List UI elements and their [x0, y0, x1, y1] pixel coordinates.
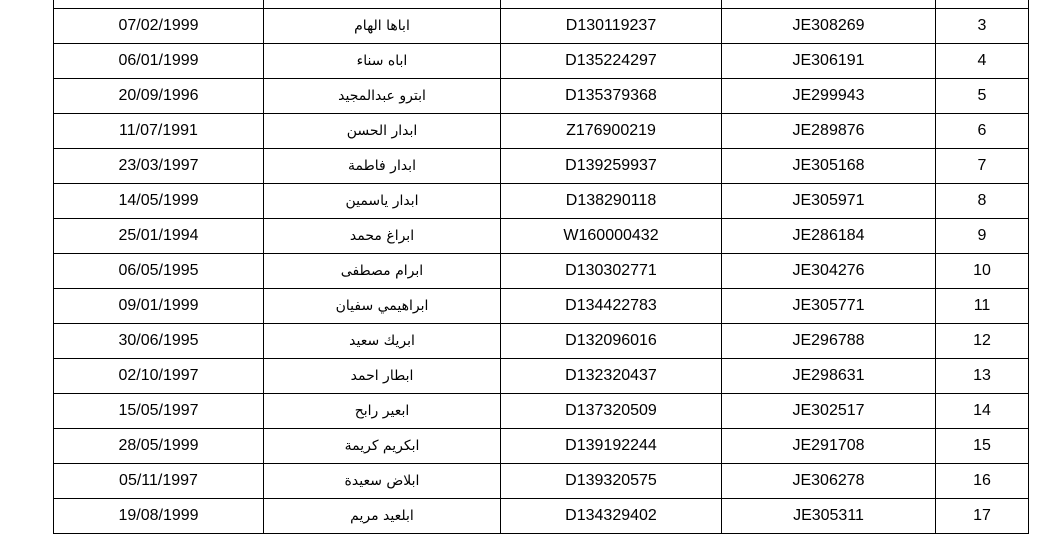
- row-number-cell: 14: [936, 394, 1029, 429]
- table-row: [54, 464, 1029, 499]
- table-row: [54, 254, 1029, 289]
- table-row: [54, 0, 1029, 9]
- registration-code-cell: JE305971: [722, 184, 936, 219]
- cin-cell: D139192244: [501, 429, 722, 464]
- birth-date-cell: 25/01/1994: [54, 219, 264, 254]
- row-number-cell: 6: [936, 114, 1029, 149]
- full-name-cell: [264, 0, 501, 9]
- cin-cell: W160000432: [501, 219, 722, 254]
- birth-date-cell: 06/01/1999: [54, 44, 264, 79]
- registration-code-cell: JE305168: [722, 149, 936, 184]
- birth-date-cell: 14/05/1999: [54, 184, 264, 219]
- birth-date-cell: 05/11/1997: [54, 464, 264, 499]
- birth-date-cell: [54, 0, 264, 9]
- cin-cell: D134422783: [501, 289, 722, 324]
- cin-cell: D130302771: [501, 254, 722, 289]
- row-number-cell: 3: [936, 9, 1029, 44]
- table-row: [54, 359, 1029, 394]
- row-number-cell: 8: [936, 184, 1029, 219]
- full-name-cell: ابريك سعيد: [264, 324, 501, 359]
- table-row: [54, 149, 1029, 184]
- registration-code-cell: JE302517: [722, 394, 936, 429]
- cin-cell: [501, 0, 722, 9]
- birth-date-cell: 07/02/1999: [54, 9, 264, 44]
- birth-date-cell: 11/07/1991: [54, 114, 264, 149]
- candidates-table-wrapper: [53, 0, 1028, 534]
- table-row: [54, 184, 1029, 219]
- table-row: [54, 429, 1029, 464]
- full-name-cell: ابدار فاطمة: [264, 149, 501, 184]
- row-number-cell: 4: [936, 44, 1029, 79]
- table-row: [54, 324, 1029, 359]
- registration-code-cell: JE306191: [722, 44, 936, 79]
- registration-code-cell: JE299943: [722, 79, 936, 114]
- birth-date-cell: 30/06/1995: [54, 324, 264, 359]
- table-row: [54, 44, 1029, 79]
- full-name-cell: ابلاض سعيدة: [264, 464, 501, 499]
- table-row: [54, 9, 1029, 44]
- cin-cell: D135224297: [501, 44, 722, 79]
- row-number-cell: 13: [936, 359, 1029, 394]
- registration-code-cell: JE289876: [722, 114, 936, 149]
- row-number-cell: 10: [936, 254, 1029, 289]
- birth-date-cell: 06/05/1995: [54, 254, 264, 289]
- full-name-cell: ابرام مصطفى: [264, 254, 501, 289]
- registration-code-cell: JE306278: [722, 464, 936, 499]
- cin-cell: D138290118: [501, 184, 722, 219]
- cin-cell: Z176900219: [501, 114, 722, 149]
- full-name-cell: ابراهيمي سفيان: [264, 289, 501, 324]
- table-row: [54, 289, 1029, 324]
- birth-date-cell: 23/03/1997: [54, 149, 264, 184]
- cin-cell: D130119237: [501, 9, 722, 44]
- row-number-cell: 11: [936, 289, 1029, 324]
- birth-date-cell: 19/08/1999: [54, 499, 264, 534]
- full-name-cell: ابكريم كريمة: [264, 429, 501, 464]
- full-name-cell: ابراغ محمد: [264, 219, 501, 254]
- row-number-cell: 17: [936, 499, 1029, 534]
- full-name-cell: ابلعيد مريم: [264, 499, 501, 534]
- row-number-cell: 5: [936, 79, 1029, 114]
- registration-code-cell: [722, 0, 936, 9]
- row-number-cell: 15: [936, 429, 1029, 464]
- cin-cell: D132096016: [501, 324, 722, 359]
- registration-code-cell: JE305311: [722, 499, 936, 534]
- registration-code-cell: JE304276: [722, 254, 936, 289]
- row-number-cell: [936, 0, 1029, 9]
- cin-cell: D134329402: [501, 499, 722, 534]
- full-name-cell: ابدار الحسن: [264, 114, 501, 149]
- table-row: [54, 114, 1029, 149]
- table-row: [54, 79, 1029, 114]
- row-number-cell: 16: [936, 464, 1029, 499]
- registration-code-cell: JE296788: [722, 324, 936, 359]
- cin-cell: D135379368: [501, 79, 722, 114]
- cin-cell: D137320509: [501, 394, 722, 429]
- table-row: [54, 499, 1029, 534]
- registration-code-cell: JE308269: [722, 9, 936, 44]
- cin-cell: D132320437: [501, 359, 722, 394]
- table-row: [54, 219, 1029, 254]
- full-name-cell: ابطار احمد: [264, 359, 501, 394]
- birth-date-cell: 20/09/1996: [54, 79, 264, 114]
- registration-code-cell: JE291708: [722, 429, 936, 464]
- row-number-cell: 12: [936, 324, 1029, 359]
- birth-date-cell: 09/01/1999: [54, 289, 264, 324]
- cin-cell: D139259937: [501, 149, 722, 184]
- table-body: [54, 0, 1029, 534]
- row-number-cell: 9: [936, 219, 1029, 254]
- full-name-cell: ابعير رابح: [264, 394, 501, 429]
- candidates-table: [53, 0, 1029, 534]
- birth-date-cell: 15/05/1997: [54, 394, 264, 429]
- registration-code-cell: JE305771: [722, 289, 936, 324]
- registration-code-cell: JE298631: [722, 359, 936, 394]
- birth-date-cell: 28/05/1999: [54, 429, 264, 464]
- table-row: [54, 394, 1029, 429]
- registration-code-cell: JE286184: [722, 219, 936, 254]
- full-name-cell: اباه سناء: [264, 44, 501, 79]
- birth-date-cell: 02/10/1997: [54, 359, 264, 394]
- row-number-cell: 7: [936, 149, 1029, 184]
- full-name-cell: ابترو عبدالمجيد: [264, 79, 501, 114]
- full-name-cell: اباها الهام: [264, 9, 501, 44]
- full-name-cell: ابدار ياسمين: [264, 184, 501, 219]
- cin-cell: D139320575: [501, 464, 722, 499]
